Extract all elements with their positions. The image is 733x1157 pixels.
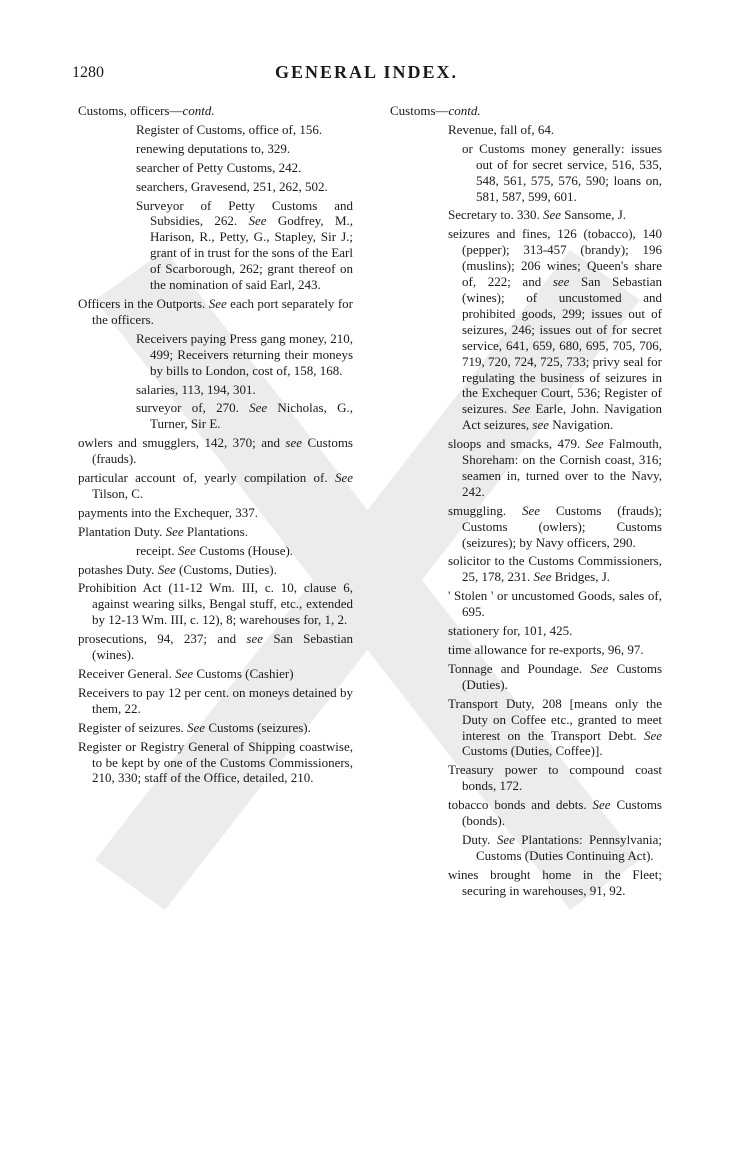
index-entry: Customs, officers—contd. xyxy=(78,103,215,118)
index-entry: Prohibition Act (11-12 Wm. III, c. 10, clause 6, against wearing silks, Bengal stuff, etc., extended by 12-13 Wm. III, c. 12), 8; warehouses for, 1, 2. xyxy=(78,580,353,628)
index-entry: Register of seizures. See Customs (seizures). xyxy=(78,719,311,735)
index-entry: Register of Customs, office of, 156. xyxy=(136,121,323,137)
left-column xyxy=(78,103,353,789)
index-entry: owlers and smugglers, 142, 370; and see Customs (frauds). xyxy=(78,435,353,467)
index-entry: renewing deputations to, 329. xyxy=(136,140,291,156)
index-entry: stationery for, 101, 425. xyxy=(448,623,573,639)
index-entry: smuggling. See Customs (frauds); Customs (owlers); Customs (seizures); by Navy officers, 290. xyxy=(448,502,662,550)
index-entry: Customs—contd. xyxy=(390,103,481,118)
index-entry: receipt. See Customs (House). xyxy=(136,542,294,558)
index-entry: Plantation Duty. See Plantations. xyxy=(78,523,248,539)
index-entry: ' Stolen ' or uncustomed Goods, sales of, 695. xyxy=(448,588,662,620)
index-entry: surveyor of, 270. See Nicholas, G., Turner, Sir E. xyxy=(136,400,353,432)
index-entry: Register or Registry General of Shipping coastwise, to be kept by one of the Customs Commissioners, 210, 330; staff of the Office, detailed, 210. xyxy=(78,738,353,786)
index-entry: Treasury power to compound coast bonds, 172. xyxy=(448,762,662,794)
index-entry: particular account of, yearly compilation of. See Tilson, C. xyxy=(78,470,353,501)
index-entry: seizures and fines, 126 (tobacco), 140 (pepper); 313-457 (brandy); 196 (muslins); 206 wines; Queen's share of, 222; and see San Sebastian (wines); of uncustomed and prohibited goods, 299; issues out of seizures, 246; issues out of for secret service, 641, 659, 680, 695, 705, 706, 719, 720, 724, 725, 733; privy seal for regulating the business of seizures in the Exchequer Court, 536; Register of seizures. See Earle, John. Navigation Act seizures, see Navigation. xyxy=(448,226,662,433)
index-entry: time allowance for re-exports, 96, 97. xyxy=(448,642,644,657)
running-title: GENERAL INDEX. xyxy=(274,62,459,82)
index-entry: Officers in the Outports. See each port separately for the officers. xyxy=(78,295,353,327)
index-entry: searcher of Petty Customs, 242. xyxy=(136,159,302,175)
index-entry: sloops and smacks, 479. See Falmouth, Shoreham: on the Cornish coast, 316; seamen in, turned over to the Navy, 242. xyxy=(448,436,662,499)
index-entry: Surveyor of Petty Customs and Subsidies, 262. See Godfrey, M., Harison, R., Petty, G., Stapley, Sir J.; grant of in trust for the sons of the Earl of Scarborough, 262; grant thereof on the nomination of said Earl, 243. xyxy=(136,197,354,293)
index-entry: Receiver General. See Customs (Cashier) xyxy=(78,666,294,681)
index-entry: tobacco bonds and debts. See Customs (bonds). xyxy=(448,797,662,829)
index-entry: salaries, 113, 194, 301. xyxy=(136,381,256,397)
index-entry: Transport Duty, 208 [means only the Duty on Coffee etc., granted to meet interest on the Transport Debt. See Customs (Duties, Coffee)]. xyxy=(448,695,662,759)
index-entry: Revenue, fall of, 64. xyxy=(448,121,555,137)
index-entry: solicitor to the Customs Commissioners, 25, 178, 231. See Bridges, J. xyxy=(448,553,662,585)
right-column xyxy=(390,103,662,902)
page-number: 1280 xyxy=(72,64,104,81)
index-entry: wines brought home in the Fleet; securing in warehouses, 91, 92. xyxy=(448,866,662,898)
index-entry: Secretary to. 330. See Sansome, J. xyxy=(448,207,626,223)
index-entry: Duty. See Plantations: Pennsylvania; Customs (Duties Continuing Act). xyxy=(462,831,662,863)
index-entry: or Customs money generally: issues out of for secret service, 516, 535, 548, 561, 575, 576, 590; loans on, 581, 587, 599, 601. xyxy=(462,140,662,204)
index-entry: payments into the Exchequer, 337. xyxy=(78,504,258,520)
index-entry: Receivers paying Press gang money, 210, 499; Receivers returning their moneys by bills to London, cost of, 158, 168. xyxy=(136,330,353,378)
index-entry: searchers, Gravesend, 251, 262, 502. xyxy=(136,178,328,194)
index-entry: prosecutions, 94, 237; and see San Sebastian (wines). xyxy=(78,631,353,663)
index-entry: Receivers to pay 12 per cent. on moneys detained by them, 22. xyxy=(78,684,353,716)
index-entry: Tonnage and Poundage. See Customs (Duties). xyxy=(448,660,662,692)
index-entry: potashes Duty. See (Customs, Duties). xyxy=(78,561,277,577)
